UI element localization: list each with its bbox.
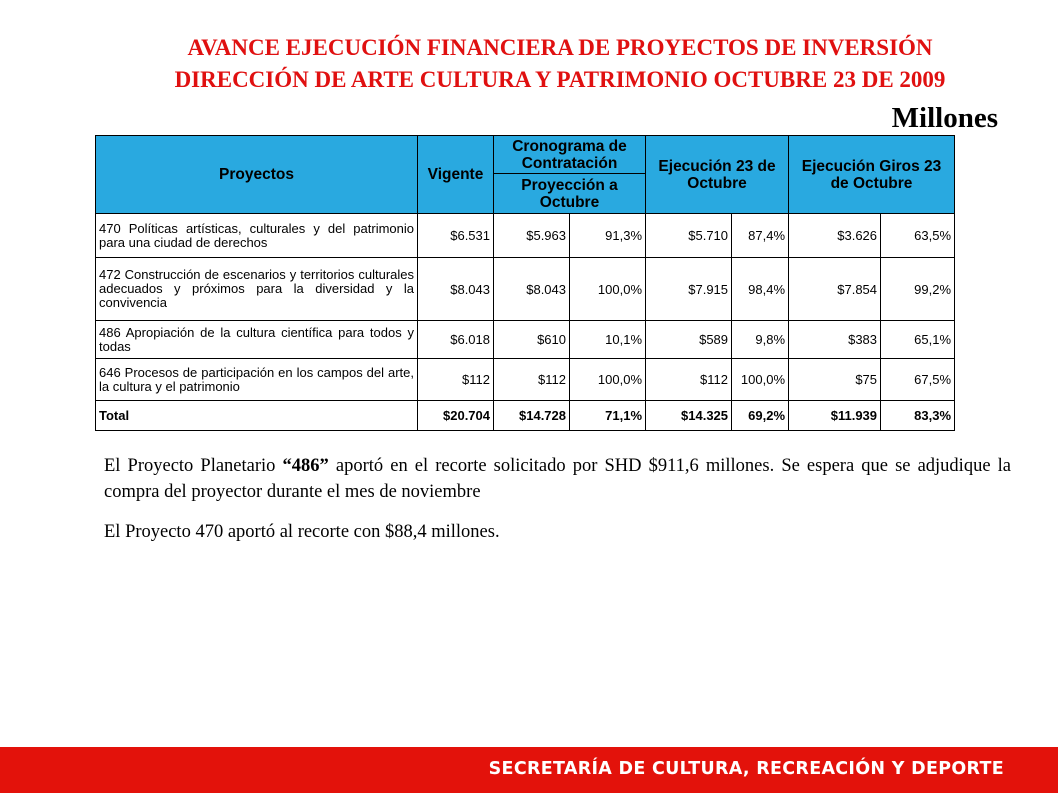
vigente-value: $6.018 [418, 321, 494, 359]
header-row-1 [96, 136, 955, 174]
proyeccion-pct: 100,0% [570, 359, 646, 401]
giros-value: $383 [789, 321, 881, 359]
giros-value: $3.626 [789, 214, 881, 258]
giros-value: $7.854 [789, 258, 881, 321]
footer-bar [0, 747, 1058, 793]
header-giros: Ejecución Giros 23 de Octubre [789, 136, 955, 214]
proyeccion-pct: 100,0% [570, 258, 646, 321]
proyeccion-value: $8.043 [494, 258, 570, 321]
title-line-2: DIRECCIÓN DE ARTE CULTURA Y PATRIMONIO OCTUBRE 23 DE 2009 [174, 67, 946, 92]
ejecucion-pct: 9,8% [732, 321, 789, 359]
header-vigente: Vigente [418, 136, 494, 214]
ejecucion-pct: 100,0% [732, 359, 789, 401]
total-giros-pct: 83,3% [881, 401, 955, 431]
giros-value: $75 [789, 359, 881, 401]
project-name: 472 Construcción de escenarios y territorios culturales adecuados y próximos para la diversidad y la convivencia [96, 258, 418, 321]
unit-label: Millones [891, 102, 998, 134]
note-planetario [104, 453, 1011, 505]
proyeccion-value: $610 [494, 321, 570, 359]
header-proyectos: Proyectos [96, 136, 418, 214]
header-cronograma: Cronograma de Contratación [494, 136, 646, 174]
note-470: El Proyecto 470 aportó al recorte con $88,4 millones. [104, 522, 500, 542]
proyeccion-value: $112 [494, 359, 570, 401]
project-name: 646 Procesos de participación en los campos del arte, la cultura y el patrimonio [96, 359, 418, 401]
footer-org-name: SECRETARÍA DE CULTURA, RECREACIÓN Y DEPORTE [488, 759, 1004, 779]
table-row [96, 214, 955, 258]
total-proyeccion-pct: 71,1% [570, 401, 646, 431]
ejecucion-pct: 98,4% [732, 258, 789, 321]
ejecucion-value: $7.915 [646, 258, 732, 321]
proyeccion-pct: 10,1% [570, 321, 646, 359]
table-row [96, 321, 955, 359]
total-row [96, 401, 955, 431]
giros-pct: 65,1% [881, 321, 955, 359]
giros-pct: 63,5% [881, 214, 955, 258]
ejecucion-pct: 87,4% [732, 214, 789, 258]
note-1-start: El Proyecto Planetario [104, 456, 283, 476]
vigente-value: $8.043 [418, 258, 494, 321]
total-label: Total [96, 401, 418, 431]
total-vigente: $20.704 [418, 401, 494, 431]
giros-pct: 67,5% [881, 359, 955, 401]
header-proyeccion: Proyección a Octubre [494, 174, 646, 214]
total-ejecucion: $14.325 [646, 401, 732, 431]
note-1-end: aportó en el recorte solicitado por SHD $911,6 millones. Se espera que se adjudique la compra del proyector durante el mes de noviembre [104, 456, 1011, 502]
ejecucion-value: $5.710 [646, 214, 732, 258]
vigente-value: $6.531 [418, 214, 494, 258]
notes-section [104, 453, 1011, 545]
vigente-value: $112 [418, 359, 494, 401]
header-ejecucion: Ejecución 23 de Octubre [646, 136, 789, 214]
total-proyeccion: $14.728 [494, 401, 570, 431]
table-row [96, 258, 955, 321]
note-1-project-code: “486” [282, 456, 329, 476]
projects-table [95, 135, 955, 431]
page-title [60, 32, 1058, 96]
total-giros: $11.939 [789, 401, 881, 431]
ejecucion-value: $589 [646, 321, 732, 359]
proyeccion-value: $5.963 [494, 214, 570, 258]
project-name: 470 Políticas artísticas, culturales y del patrimonio para una ciudad de derechos [96, 214, 418, 258]
title-line-1: AVANCE EJECUCIÓN FINANCIERA DE PROYECTOS DE INVERSIÓN [187, 35, 933, 60]
project-name: 486 Apropiación de la cultura científica para todos y todas [96, 321, 418, 359]
ejecucion-value: $112 [646, 359, 732, 401]
proyeccion-pct: 91,3% [570, 214, 646, 258]
total-ejecucion-pct: 69,2% [732, 401, 789, 431]
giros-pct: 99,2% [881, 258, 955, 321]
table-row [96, 359, 955, 401]
